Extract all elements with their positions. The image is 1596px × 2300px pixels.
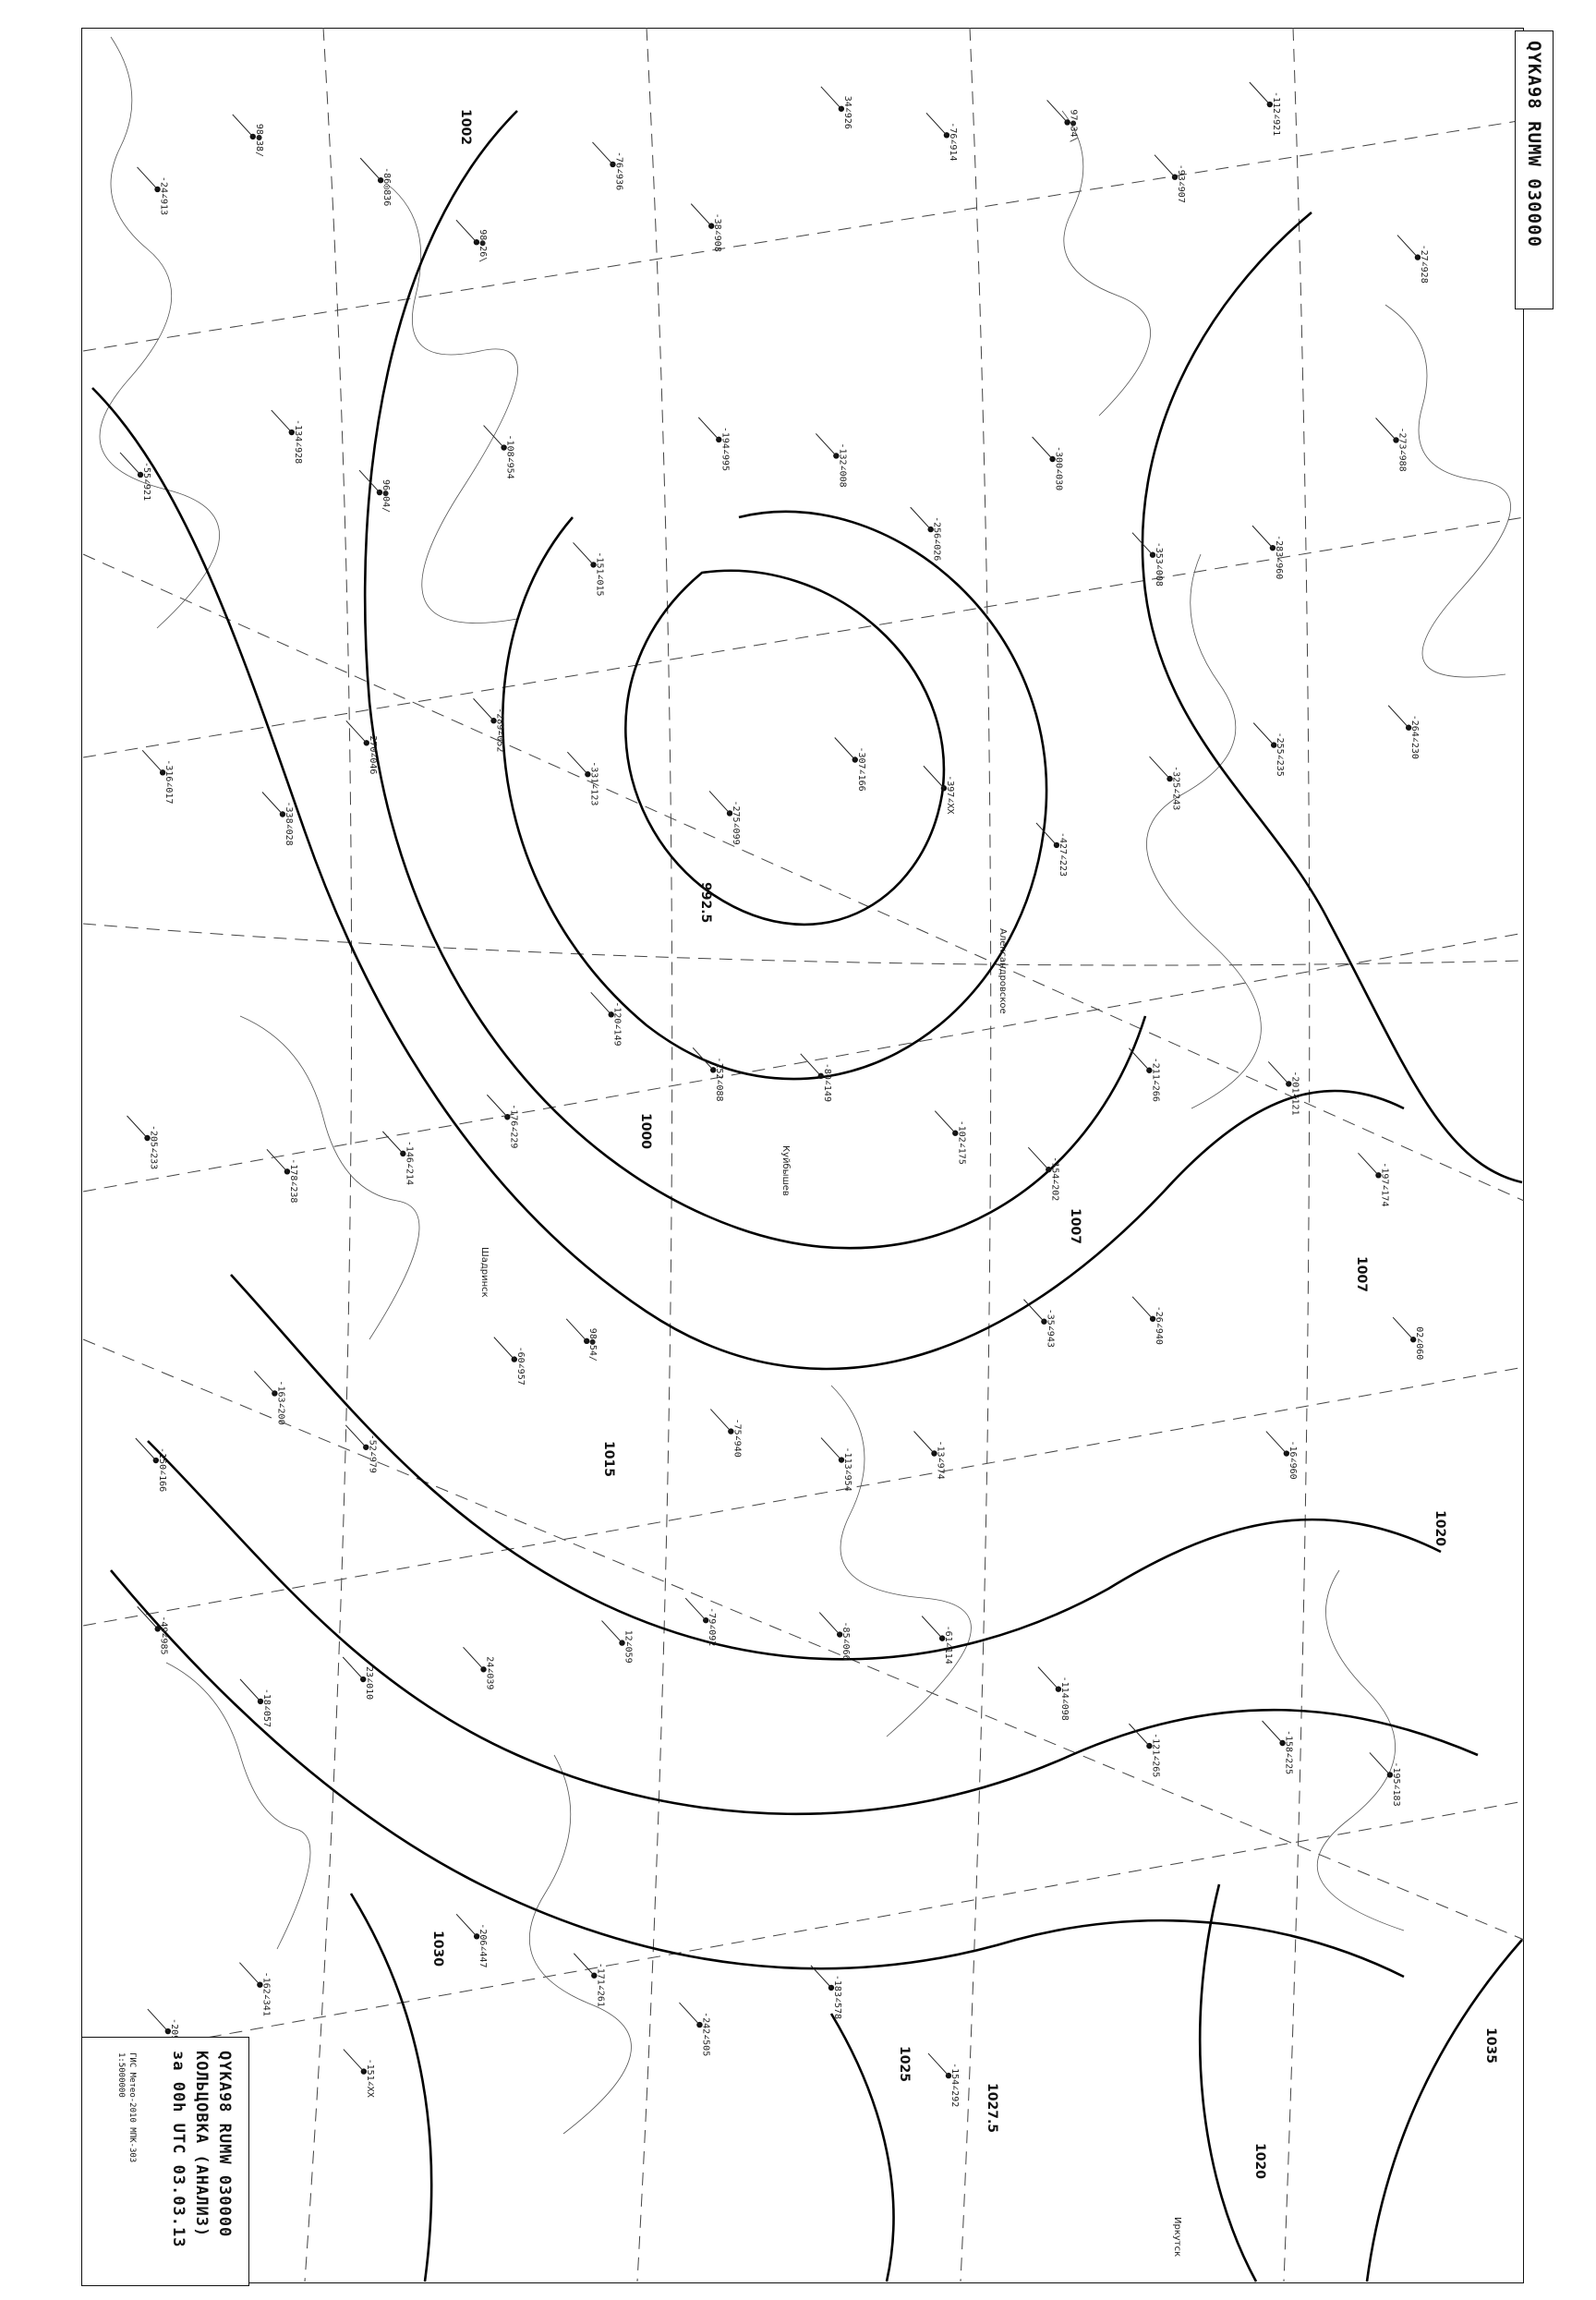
isobar-line [625, 571, 944, 925]
station-reading: -353∠008 [1153, 541, 1164, 587]
station-plot [821, 1438, 852, 1492]
isobar-line [351, 1894, 431, 2282]
wind-barb [484, 426, 504, 448]
station-reading: -146∠214 [404, 1140, 415, 1186]
wind-barb [928, 2053, 949, 2076]
station-reading: -152∠088 [714, 1057, 725, 1102]
wind-barb [494, 1338, 514, 1360]
grid-line [83, 1367, 1524, 1626]
isobar-line [502, 512, 1046, 1079]
station-plot [698, 418, 730, 471]
station-plot [709, 791, 741, 844]
station-reading: -61∠114 [943, 1625, 954, 1664]
station-plot [456, 220, 488, 262]
wind-barb [474, 698, 494, 720]
station-plot [1250, 82, 1281, 136]
station-reading: -338∠028 [283, 801, 294, 846]
wind-barb [679, 2003, 699, 2025]
wind-barb [464, 1647, 484, 1669]
station-plots [120, 82, 1429, 2107]
station-reading: -85∠066 [840, 1621, 852, 1661]
wind-barb [1036, 823, 1057, 845]
station-reading: -120∠149 [611, 1001, 623, 1047]
isobar-label: 1025 [897, 2046, 912, 2082]
station-plot [1263, 1721, 1294, 1774]
station-reading: -256∠026 [931, 516, 942, 562]
wind-barb [456, 220, 477, 242]
station-reading: -112∠921 [1270, 91, 1281, 137]
isobar-label: 1020 [1433, 1510, 1447, 1546]
station-reading: -55∠921 [141, 461, 152, 502]
station-reading: -397∠XX [944, 775, 955, 815]
wind-barb [1263, 1721, 1283, 1743]
wind-barb [574, 1954, 594, 1976]
wind-barb [487, 1095, 507, 1117]
bulletin-code-header: QYKA98 RUMW 030000 [1524, 41, 1544, 248]
station-reading: -121∠265 [1150, 1733, 1161, 1778]
grid-line [637, 28, 672, 2282]
wind-barb [1047, 100, 1068, 122]
wind-barb [801, 1054, 821, 1076]
isobar-label: 1020 [1252, 2143, 1267, 2179]
station-plot [1132, 1297, 1164, 1345]
legend-date: за 00h UTC 03.03.13 [169, 2051, 187, 2248]
station-reading: -273∠988 [1396, 427, 1408, 472]
isobar-label: 1007 [1354, 1256, 1369, 1292]
station-plot [344, 2050, 375, 2098]
station-reading: -427∠223 [1057, 831, 1068, 878]
station-reading: -52∠979 [367, 1434, 378, 1473]
wind-barb [262, 793, 283, 815]
station-plot [382, 1132, 414, 1185]
station-plot [922, 1616, 953, 1664]
wind-barb [698, 418, 719, 440]
station-reading: -76∠914 [947, 122, 958, 162]
wind-barb [835, 737, 855, 759]
station-plot [566, 1319, 598, 1362]
wind-barb [567, 752, 587, 774]
station-plot [1253, 723, 1285, 777]
station-reading: -163∠200 [275, 1380, 286, 1425]
station-plot [127, 1116, 159, 1169]
wind-barb [1268, 1061, 1288, 1083]
wind-barb [1370, 1752, 1390, 1774]
wind-barb [1250, 82, 1270, 104]
station-plot [1129, 1048, 1160, 1102]
city-labels [479, 928, 1182, 2257]
wind-barb [1393, 1317, 1413, 1339]
wind-barb [1028, 1147, 1048, 1169]
wind-barb [693, 1047, 713, 1070]
wind-barb [267, 1149, 287, 1171]
station-plot [819, 1613, 851, 1661]
station-reading: -178∠238 [287, 1158, 298, 1204]
wind-barb [1253, 723, 1274, 745]
station-plot [926, 113, 958, 161]
wind-barb [685, 1598, 706, 1620]
wind-barb [1376, 418, 1396, 440]
station-reading: -75∠940 [732, 1418, 743, 1458]
station-plot [138, 167, 169, 215]
station-reading: -26∠940 [1154, 1305, 1165, 1345]
isobar-line [111, 1570, 1404, 1977]
station-reading: 12∠059 [623, 1629, 634, 1664]
station-reading: -211∠266 [1150, 1057, 1161, 1102]
station-reading: -154∠292 [949, 2063, 960, 2108]
station-plot [911, 507, 942, 561]
wind-barb [926, 113, 947, 135]
city-label: Шадринск [479, 1247, 490, 1298]
station-reading: -270∠046 [367, 730, 378, 775]
station-plot [1033, 437, 1064, 490]
isobar-label: 1002 [458, 109, 473, 145]
station-reading: -102∠175 [956, 1120, 967, 1165]
wind-barb [1358, 1153, 1378, 1175]
wind-barb [272, 410, 292, 432]
station-reading: -16∠960 [1287, 1440, 1298, 1480]
station-plot [935, 1111, 966, 1165]
isobar-label: 1015 [601, 1441, 616, 1477]
wind-barb [344, 2050, 364, 2072]
station-plot [574, 542, 605, 596]
station-reading: -38∠908 [712, 212, 723, 252]
station-reading: -27∠928 [1418, 244, 1429, 284]
wind-barb [1129, 1048, 1149, 1071]
city-label: Куйбышев [780, 1145, 791, 1196]
station-reading: 97●34\ [1068, 109, 1079, 143]
wind-barb [343, 1657, 363, 1679]
station-reading: -114∠098 [1058, 1676, 1070, 1721]
station-plot [1388, 706, 1420, 759]
wind-barb [821, 1438, 841, 1460]
lat-lon-grid [83, 28, 1524, 2282]
coastline [100, 37, 220, 628]
station-plot [1132, 533, 1164, 587]
wind-barb [1252, 526, 1273, 548]
station-plot [240, 1679, 272, 1727]
station-plot [142, 750, 174, 804]
station-plot [1397, 236, 1429, 284]
wind-barb [821, 87, 841, 109]
station-plot [464, 1647, 495, 1689]
station-reading: -132∠008 [837, 442, 848, 488]
station-reading: -195∠183 [1390, 1761, 1401, 1807]
wind-barb [1397, 236, 1418, 258]
wind-barb [691, 204, 711, 226]
station-plot [1047, 100, 1079, 142]
legend-bulletin-code: QYKA98 RUMW 030000 [215, 2051, 234, 2238]
wind-barb [592, 142, 612, 164]
isobar-line [365, 111, 1145, 1248]
coastline [1062, 111, 1151, 416]
station-reading: -108∠954 [504, 434, 515, 479]
wind-barb [254, 1371, 274, 1393]
wind-barb [1266, 1432, 1287, 1454]
legend-credit-software: ГИС Метео-2010 [127, 2052, 137, 2123]
station-plot [710, 1410, 742, 1458]
station-plot [679, 2003, 710, 2056]
isobar-label: 1030 [430, 1931, 445, 1967]
station-plot [1252, 526, 1284, 579]
wind-barb [924, 766, 944, 788]
station-plot [602, 1621, 634, 1664]
station-plot [1358, 1153, 1389, 1206]
station-reading: -86◎836 [381, 167, 393, 207]
wind-barb [240, 1679, 260, 1701]
station-reading: -194∠995 [719, 426, 731, 472]
wind-barb [911, 507, 931, 529]
station-reading: 96●04/ [380, 479, 391, 514]
station-reading: -134∠928 [292, 419, 303, 465]
station-plot [1376, 418, 1408, 471]
isobar-line [1200, 1884, 1256, 2282]
station-reading: -162∠341 [260, 1971, 272, 2016]
station-plot [359, 470, 391, 513]
coastline [388, 185, 518, 623]
grid-line [83, 924, 1524, 965]
coastline [1317, 1570, 1404, 1931]
wind-barb [1155, 155, 1175, 177]
station-reading: -183∠578 [831, 1974, 842, 2020]
wind-barb [816, 433, 836, 455]
wind-barb [138, 167, 158, 189]
station-plot [1266, 1432, 1298, 1480]
wind-barb [819, 1613, 840, 1635]
isobar-label: 1000 [638, 1113, 653, 1149]
station-reading: -151∠015 [594, 551, 605, 597]
station-reading: 34∠926 [841, 95, 852, 129]
isobar-label: 1027.5 [985, 2083, 999, 2134]
wind-barb [120, 453, 140, 475]
station-reading: -325∠243 [1170, 766, 1181, 811]
station-plot [816, 433, 847, 487]
wind-barb [574, 542, 594, 564]
wind-barb [710, 1410, 731, 1432]
coastline [831, 1386, 971, 1737]
station-plot [262, 793, 294, 846]
wind-barb [142, 750, 163, 772]
station-plot [567, 752, 598, 805]
station-reading: -60∠957 [514, 1346, 526, 1386]
grid-line [83, 517, 1524, 757]
station-plot [1038, 1667, 1070, 1721]
station-plot [1370, 1752, 1401, 1806]
isobar-line [1143, 212, 1522, 1182]
isobar-label: 1007 [1068, 1208, 1082, 1244]
wind-barb [1132, 1297, 1153, 1319]
station-reading: -158∠225 [1283, 1729, 1294, 1775]
isobar-label: 992.5 [698, 882, 713, 924]
isobar-line [231, 1275, 1441, 1659]
station-reading: -24∠913 [158, 176, 169, 216]
wind-barb [922, 1616, 942, 1639]
grid-line [83, 120, 1524, 351]
wind-barb [148, 2009, 168, 2031]
isobar-line [831, 2014, 894, 2282]
station-reading: -197∠174 [1379, 1162, 1390, 1207]
coastline [166, 1663, 310, 1949]
station-reading: -150∠166 [156, 1447, 167, 1493]
station-reading: -307∠166 [855, 746, 866, 792]
station-reading: 98●26\ [477, 229, 488, 263]
station-reading: -18∠057 [260, 1688, 272, 1728]
station-reading: -206∠447 [478, 1923, 489, 1968]
station-reading: -242∠505 [700, 2012, 711, 2057]
wind-barb [138, 1606, 158, 1628]
wind-barb [709, 791, 730, 813]
station-reading: -93∠907 [1176, 163, 1187, 203]
wind-barb [935, 1111, 955, 1133]
station-reading: -289∠052 [494, 708, 505, 753]
station-plot [484, 426, 515, 479]
station-plot [136, 1438, 167, 1492]
station-plot [591, 992, 623, 1046]
station-plot [811, 1966, 842, 2019]
station-plot [474, 698, 505, 752]
station-plot [456, 1914, 488, 1967]
station-reading: -113∠954 [842, 1447, 853, 1492]
station-reading: -264∠230 [1409, 714, 1421, 759]
coastline [240, 1016, 419, 1339]
station-plot [1150, 757, 1181, 810]
station-reading: -151∠XX [364, 2058, 375, 2098]
wind-barb [360, 158, 381, 180]
station-reading: -201∠121 [1289, 1071, 1300, 1116]
station-plot [138, 1606, 169, 1654]
station-reading: -275∠099 [731, 800, 742, 845]
station-reading: 98●38/ [253, 123, 264, 158]
coastline [529, 1755, 631, 2134]
station-reading: -171∠261 [595, 1962, 606, 2007]
wind-barb [345, 1425, 366, 1447]
station-reading: -255∠235 [1275, 732, 1286, 777]
wind-barb [136, 1438, 156, 1460]
wind-barb [1038, 1667, 1058, 1689]
wind-barb [233, 115, 253, 137]
station-plot [272, 410, 303, 464]
wind-barb [1150, 757, 1170, 779]
wind-barb [591, 992, 611, 1014]
station-plot [239, 1963, 271, 2016]
station-reading: -35∠943 [1045, 1308, 1056, 1348]
wind-barb [456, 1914, 477, 1936]
station-reading: -283∠960 [1273, 535, 1284, 580]
station-plot [691, 204, 722, 252]
station-reading: -13∠974 [935, 1440, 946, 1480]
station-plot [494, 1338, 526, 1386]
city-label: Александровское [998, 928, 1008, 1014]
legend-scale: 1:5000000 [116, 2052, 126, 2098]
station-plot [1393, 1317, 1424, 1360]
isobar-label: 1035 [1483, 2028, 1498, 2064]
legend-credit-code: МПК-303 [127, 2127, 137, 2163]
grid-line [83, 1339, 1524, 1940]
wind-barb [913, 1431, 934, 1453]
station-reading: 98●54/ [587, 1327, 598, 1362]
wind-barb [566, 1319, 586, 1341]
isobar-line [1367, 1940, 1522, 2282]
station-reading: 24∠039 [484, 1656, 495, 1690]
city-label: Иркутск [1172, 2217, 1182, 2258]
station-plot [1023, 1300, 1055, 1348]
wind-barb [602, 1621, 623, 1643]
station-reading: -79∠092 [707, 1607, 718, 1647]
station-plot [592, 142, 623, 190]
coastline [1385, 305, 1511, 677]
station-plot [233, 115, 264, 157]
wind-barb [1388, 706, 1409, 728]
isobars [92, 109, 1522, 2282]
coastline [1146, 554, 1261, 1108]
wind-barb [239, 1963, 260, 1985]
station-plot [835, 737, 866, 791]
station-reading: -176∠229 [508, 1104, 519, 1149]
station-plot [821, 87, 852, 129]
station-reading: -316∠017 [163, 759, 175, 805]
grid-line [305, 28, 352, 2282]
station-reading: -49∠985 [158, 1616, 169, 1655]
station-plot [487, 1095, 518, 1148]
grid-line [83, 933, 1524, 1192]
isobar-line [148, 1441, 1478, 1814]
station-reading: -205∠233 [148, 1124, 159, 1170]
station-reading: 23∠010 [364, 1666, 375, 1701]
grid-line [83, 554, 1524, 1204]
station-plot [928, 2053, 960, 2107]
station-plot [360, 158, 392, 206]
wind-barb [1033, 437, 1053, 459]
station-reading: 02∠060 [1414, 1326, 1425, 1361]
station-reading: -76∠936 [613, 151, 624, 191]
legend-credit [127, 2052, 137, 2162]
grid-line [1284, 28, 1310, 2282]
isobar-line [92, 388, 1404, 1369]
station-reading: -80∠149 [821, 1062, 832, 1102]
station-reading: -331∠123 [588, 761, 599, 806]
station-reading: -300∠030 [1053, 446, 1064, 491]
station-plot [913, 1431, 945, 1479]
wind-barb [127, 1116, 148, 1138]
legend-title: КОЛЬЦОВКА (АНАЛИЗ) [192, 2051, 211, 2238]
station-plot [120, 453, 151, 501]
grid-line [83, 1801, 1524, 2060]
station-reading: -154∠202 [1049, 1156, 1060, 1202]
